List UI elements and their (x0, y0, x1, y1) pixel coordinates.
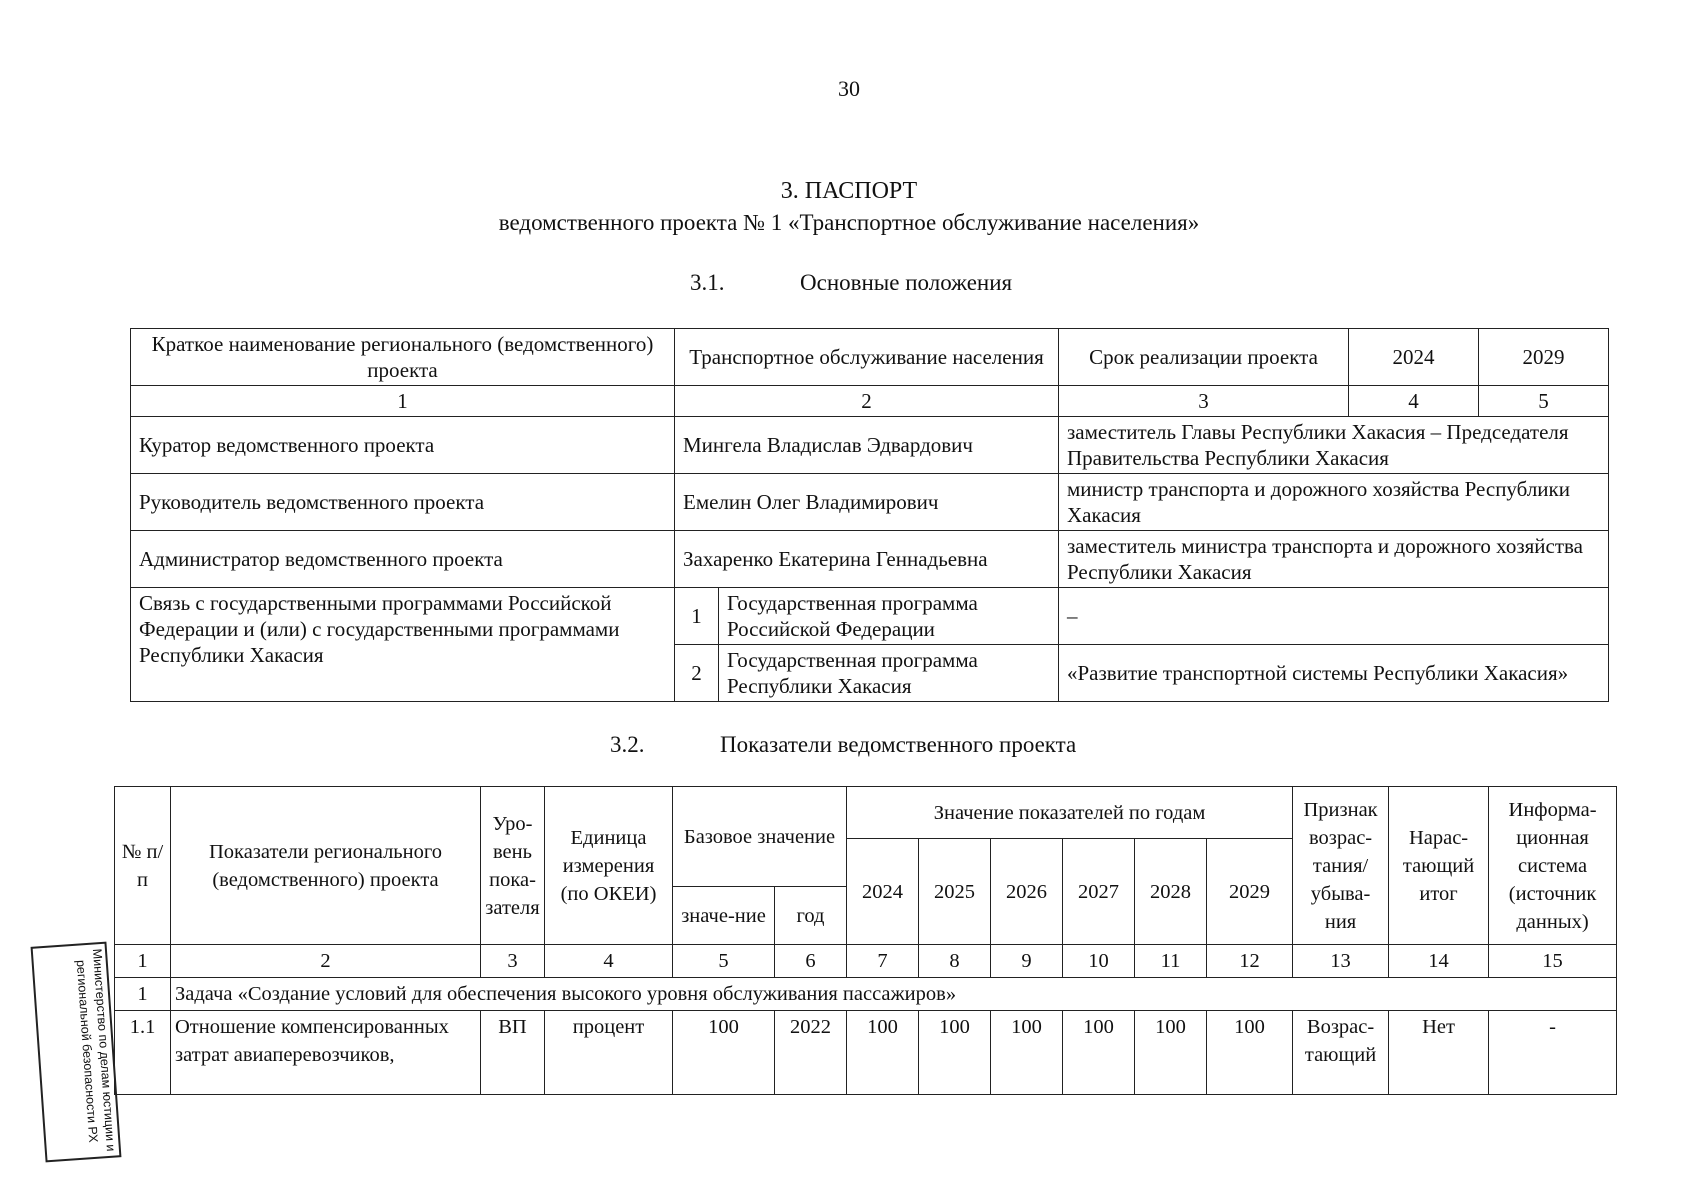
task-text: Задача «Создание условий для обеспечения высокого уровня обслуживания пассажиров» (171, 978, 1617, 1011)
head-person: Емелин Олег Владимирович (675, 474, 1059, 531)
term-end: 2029 (1479, 329, 1609, 386)
col-number: 4 (545, 945, 673, 978)
programs-label: Связь с государственными программами Российской Федерации и (или) с государственными программами Республики Хакасия (131, 588, 675, 702)
col-number: 3 (481, 945, 545, 978)
curator-position: заместитель Главы Республики Хакасия – Председателя Правительства Республики Хакасия (1059, 417, 1609, 474)
row-value-2026: 100 (991, 1011, 1063, 1095)
main-provisions-table (130, 328, 1609, 702)
header-infosystem: Информа-ционная система (источник данных) (1489, 787, 1617, 945)
head-position: министр транспорта и дорожного хозяйства Республики Хакасия (1059, 474, 1609, 531)
project-name-value: Транспортное обслуживание населения (675, 329, 1059, 386)
indicators-table (114, 786, 1617, 1095)
col-number: 11 (1135, 945, 1207, 978)
section-title: Показатели ведомственного проекта (720, 732, 1077, 757)
row-base-value: 100 (673, 1011, 775, 1095)
row-value-2025: 100 (919, 1011, 991, 1095)
header-indicator: Показатели регионального (ведомственного) проекта (171, 787, 481, 945)
col-number: 13 (1293, 945, 1389, 978)
document-subtitle: ведомственного проекта № 1 «Транспортное обслуживание населения» (498, 210, 1200, 235)
col-number: 10 (1063, 945, 1135, 978)
page-number: 30 (838, 76, 860, 101)
row-level: ВП (481, 1011, 545, 1095)
admin-role: Администратор ведомственного проекта (131, 531, 675, 588)
row-value-2027: 100 (1063, 1011, 1135, 1095)
col-number: 2 (675, 386, 1059, 417)
term-start: 2024 (1349, 329, 1479, 386)
row-num: 1.1 (115, 1011, 171, 1095)
program-type: Государственная программа Республики Хакасия (719, 645, 1059, 702)
section-title: Основные положения (800, 270, 1013, 295)
section-number: 3.1. (690, 270, 725, 295)
document-title: 3. ПАСПОРТ (780, 178, 918, 204)
stamp-text: Министерство по делам юстиции и региональной безопасности РХ (73, 948, 119, 1152)
term-label: Срок реализации проекта (1059, 329, 1349, 386)
header-sign: Признак возрас-тания/ убыва-ния (1293, 787, 1389, 945)
program-num: 1 (675, 588, 719, 645)
program-num: 2 (675, 645, 719, 702)
row-sign: Возрас-тающий (1293, 1011, 1389, 1095)
col-number: 1 (131, 386, 675, 417)
row-indicator: Отношение компенсированных затрат авиаперевозчиков, (171, 1011, 481, 1095)
header-cumulative: Нарас-тающий итог (1389, 787, 1489, 945)
curator-role: Куратор ведомственного проекта (131, 417, 675, 474)
col-number: 5 (1479, 386, 1609, 417)
header-year: 2029 (1207, 839, 1293, 945)
row-value-2028: 100 (1135, 1011, 1207, 1095)
col-number: 6 (775, 945, 847, 978)
project-name-label: Краткое наименование регионального (ведомственного) проекта (131, 329, 675, 386)
col-number: 7 (847, 945, 919, 978)
col-number: 5 (673, 945, 775, 978)
header-year: 2026 (991, 839, 1063, 945)
row-base-year: 2022 (775, 1011, 847, 1095)
header-year: 2024 (847, 839, 919, 945)
header-base-value: значе-ние (673, 887, 775, 945)
row-unit: процент (545, 1011, 673, 1095)
col-number: 14 (1389, 945, 1489, 978)
col-number: 2 (171, 945, 481, 978)
program-value: – (1059, 588, 1609, 645)
col-number: 1 (115, 945, 171, 978)
header-level: Уро-вень пока-зателя (481, 787, 545, 945)
header-year: 2027 (1063, 839, 1135, 945)
program-type: Государственная программа Российской Федерации (719, 588, 1059, 645)
col-number: 9 (991, 945, 1063, 978)
col-number: 12 (1207, 945, 1293, 978)
row-value-2029: 100 (1207, 1011, 1293, 1095)
section-number: 3.2. (610, 732, 645, 757)
ministry-stamp (31, 942, 122, 1163)
admin-person: Захаренко Екатерина Геннадьевна (675, 531, 1059, 588)
row-cumulative: Нет (1389, 1011, 1489, 1095)
header-years-group: Значение показателей по годам (847, 787, 1293, 839)
col-number: 3 (1059, 386, 1349, 417)
head-role: Руководитель ведомственного проекта (131, 474, 675, 531)
row-infosystem: - (1489, 1011, 1617, 1095)
row-value-2024: 100 (847, 1011, 919, 1095)
col-number: 8 (919, 945, 991, 978)
header-base: Базовое значение (673, 787, 847, 887)
header-year: 2025 (919, 839, 991, 945)
admin-position: заместитель министра транспорта и дорожного хозяйства Республики Хакасия (1059, 531, 1609, 588)
header-num: № п/п (115, 787, 171, 945)
col-number: 15 (1489, 945, 1617, 978)
program-value: «Развитие транспортной системы Республики Хакасия» (1059, 645, 1609, 702)
header-year: 2028 (1135, 839, 1207, 945)
curator-person: Мингела Владислав Эдвардович (675, 417, 1059, 474)
header-base-year: год (775, 887, 847, 945)
col-number: 4 (1349, 386, 1479, 417)
header-unit: Единица измерения (по ОКЕИ) (545, 787, 673, 945)
task-num: 1 (115, 978, 171, 1011)
